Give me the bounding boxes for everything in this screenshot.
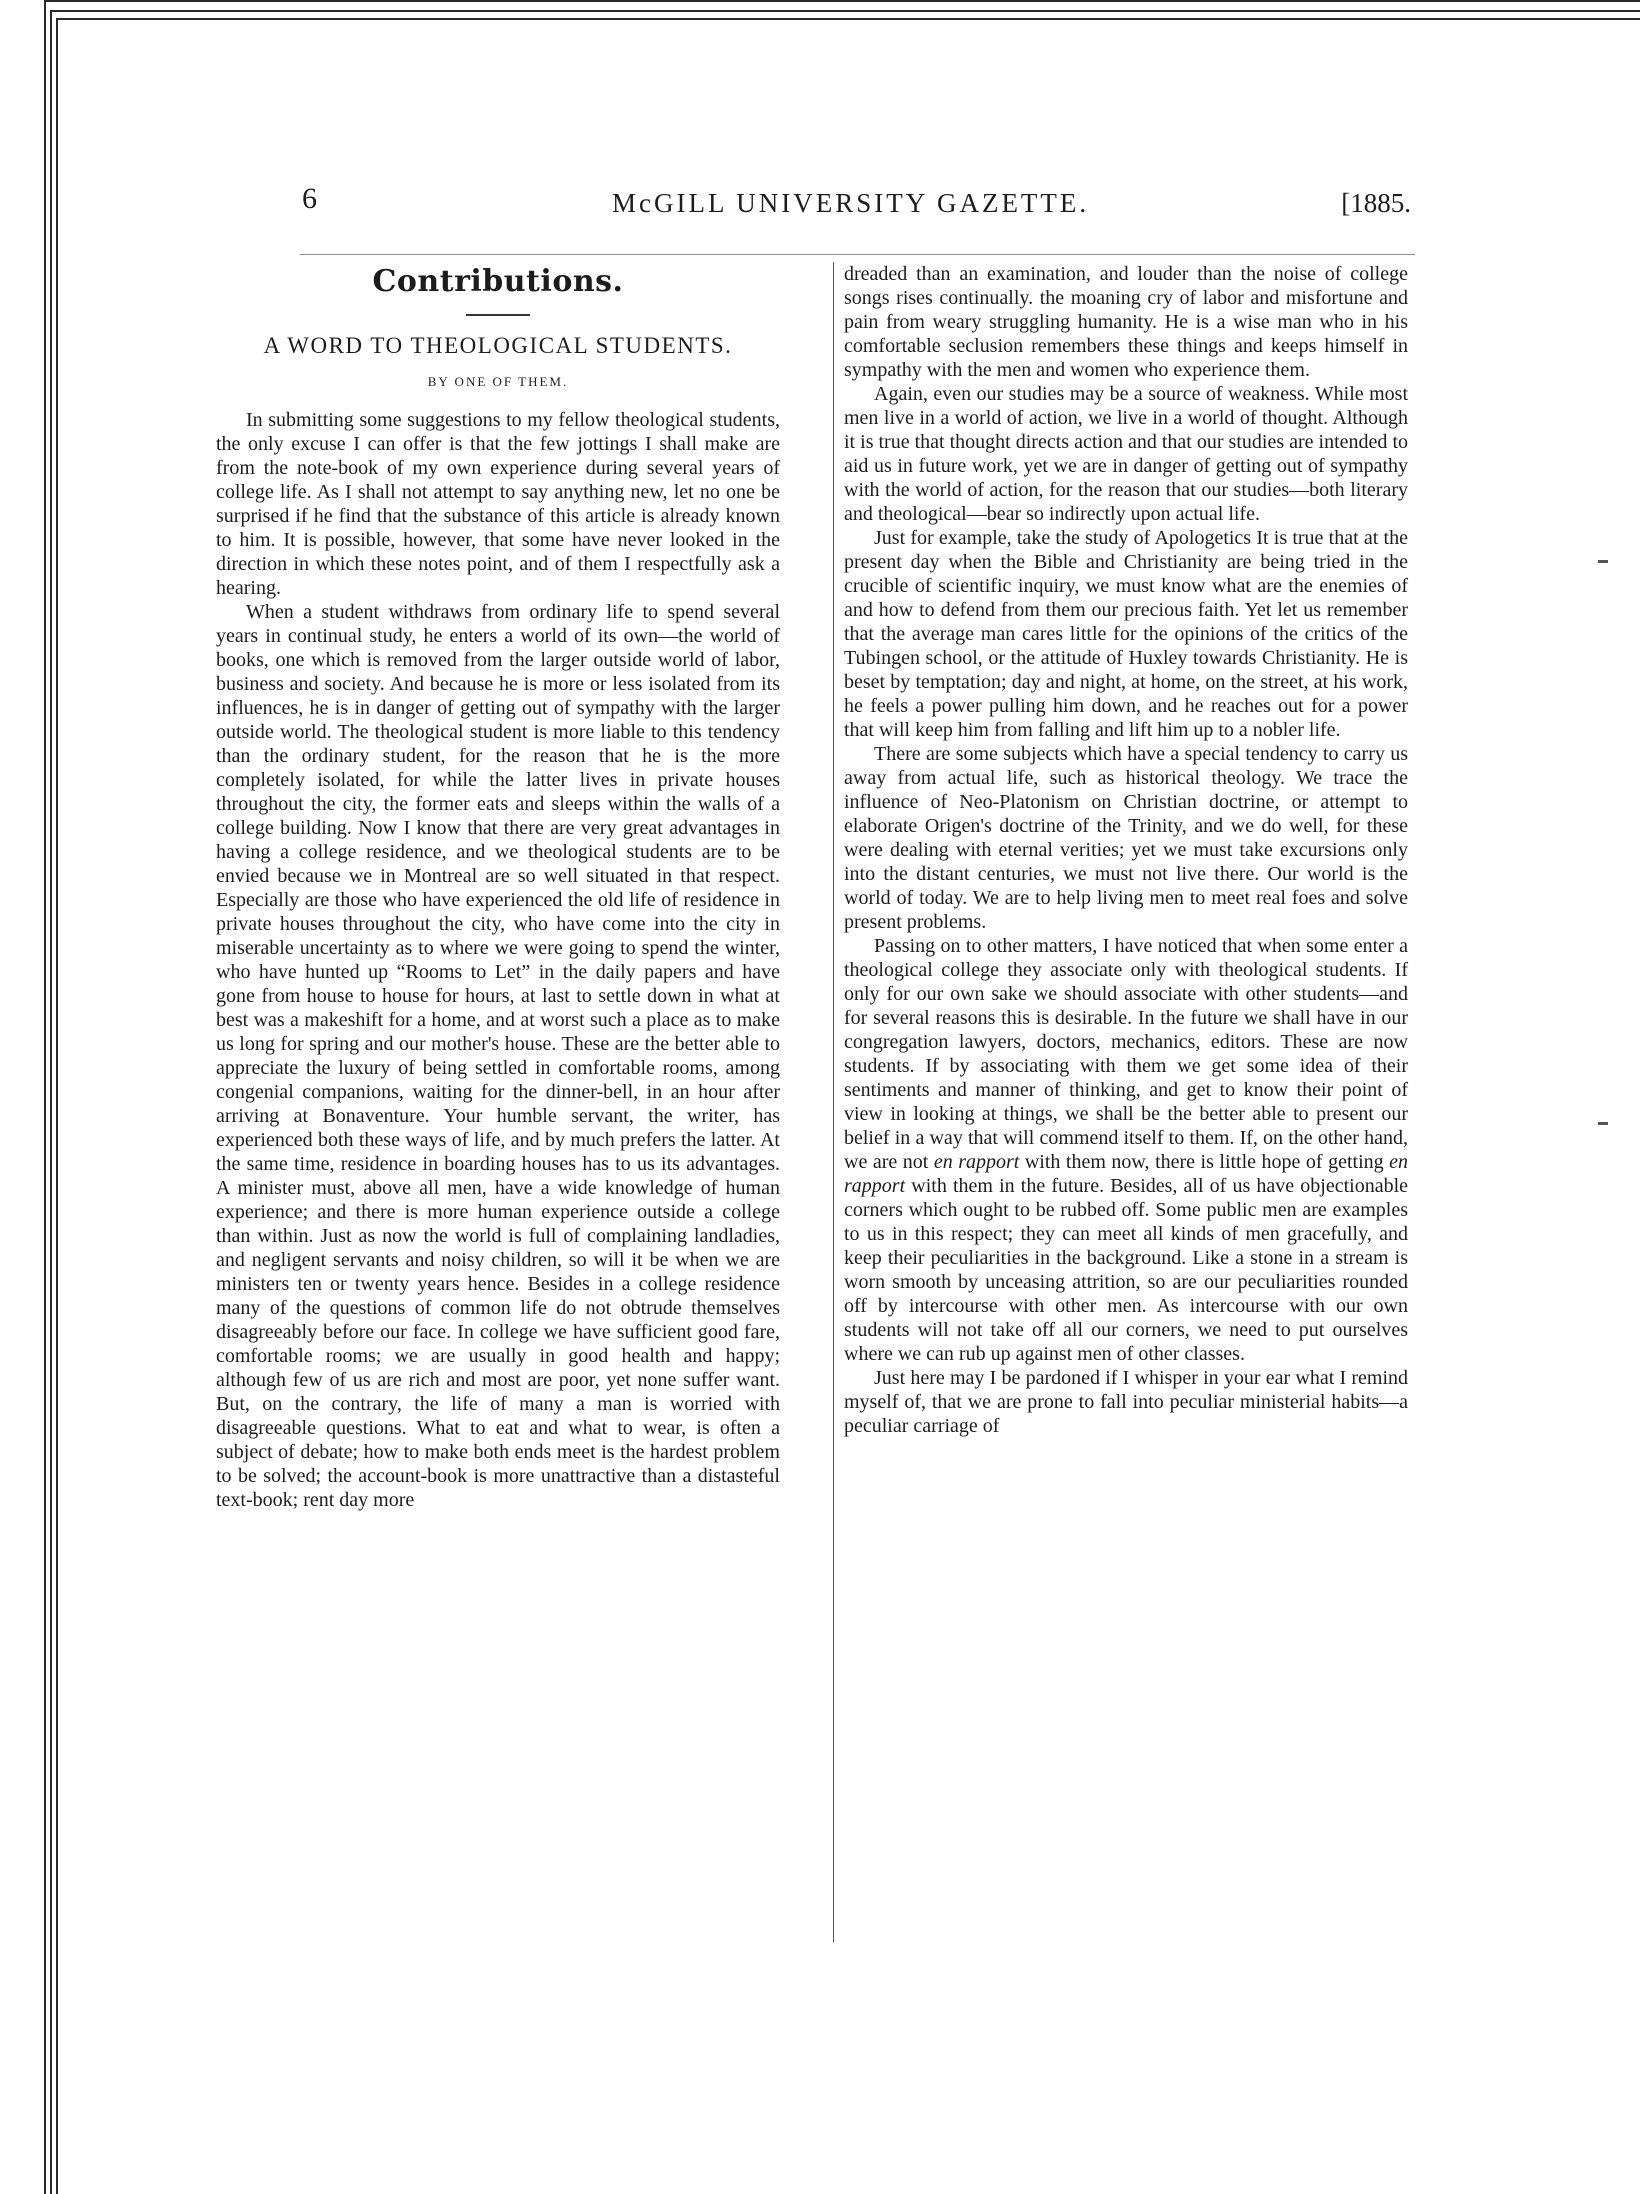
article-byline: BY ONE OF THEM. — [427, 374, 569, 389]
left-column — [216, 262, 780, 1512]
running-title: McGILL UNIVERSITY GAZETTE. — [612, 188, 1090, 218]
header-rule — [300, 254, 1415, 255]
section-rule — [466, 314, 530, 316]
paragraph: In submitting some suggestions to my fellow theological students, the only excuse I can offer is that the few jottings I shall make are from the note-book of my own experience during several years of college life. As I shall not attempt to say anything new, let no one be surprised if he find that the substance of this article is already known to him. It is possible, however, that some have never looked in the direction in which these notes point, and of them I respectfully ask a hearing. — [216, 409, 780, 599]
paragraph-text: with them now, there is little hope of getting — [1024, 1151, 1384, 1173]
paragraph: dreaded than an examination, and louder than the noise of college songs rises continually. the moaning cry of labor and misfortune and pain from weary struggling humanity. He is a wise man who in his comfortable seclusion remembers these things and keeps himself in sympathy with the men and women who experience them. — [844, 263, 1408, 381]
paragraph: Just for example, take the study of Apologetics It is true that at the present day when the Bible and Christianity are being tried in the crucible of scientific inquiry, we must know what are the enemies of and how to defend from them our precious faith. Yet let us remember that the average man cares little for the opinions of the critics of the Tubingen school, or the attitude of Huxley towards Christianity. He is beset by temptation; day and night, at home, on the street, at his work, he feels a power pulling him down, and he reaches out for a power that will keep him from falling and lift him up to a nobler life. — [844, 527, 1408, 741]
right-column — [844, 262, 1408, 1438]
paragraph — [844, 934, 1408, 1366]
italic-phrase: en rapport — [933, 1151, 1020, 1173]
paragraph: Again, even our studies may be a source of weakness. While most men live in a world of action, we live in a world of thought. Although it is true that thought directs action and that our studies are intended to aid us in future work, yet we are in danger of getting out of sympathy with the world of action, for the reason that our studies—both literary and theological—bear so indirectly upon actual life. — [844, 383, 1408, 525]
column-divider — [833, 262, 834, 1942]
scan-mark — [1598, 1122, 1608, 1125]
paragraph-text: Passing on to other matters, I have noticed that when some enter a theological college they associate only with theological students. If only for our own sake we should associate with other students—and for several reasons this is desirable. In the future we shall have in our congregation lawyers, doctors, mechanics, editors. These are now students. If by associating with them we get some idea of their sentiments and manner of thinking, and get to know their point of view in looking at things, we shall be the better able to present our belief in a way that will commend itself to them. If, on the other hand, we are not — [844, 935, 1408, 1173]
page-number: 6 — [302, 182, 317, 215]
section-title: Contributions. — [372, 264, 624, 299]
paragraph-text: with them in the future. Besides, all of us have objectionable corners which ought to be rubbed off. Some public men are examples to us in this respect; they can meet all kinds of men gracefully, and keep their peculiarities in the background. Like a stone in a stream is worn smooth by unceasing attrition, so are our peculiarities rounded off by intercourse with other men. As intercourse with our own students will not take off all our corners, we need to put ourselves where we can rub up against men of other classes. — [844, 1175, 1409, 1365]
italic-phrase: en rapport — [844, 1151, 1409, 1197]
scan-mark — [1598, 560, 1608, 563]
paragraph: Just here may I be pardoned if I whisper in your ear what I remind myself of, that we are prone to fall into peculiar ministerial habits—a peculiar carriage of — [844, 1367, 1408, 1437]
paragraph: When a student withdraws from ordinary life to spend several years in continual study, he enters a world of its own—the world of books, one which is removed from the larger outside world of labor, business and society. And because he is more or less isolated from its influences, he is in danger of getting out of sympathy with the larger outside world. The theological student is more liable to this tendency than the ordinary student, for the reason that he is the more completely isolated, for while the latter lives in private houses throughout the city, the former eats and sleeps within the walls of a college building. Now I know that there are very great advantages in having a college residence, and we theological students are to be envied because we in Montreal are so well situated in that respect. Especially are those who have experienced the old life of residence in private houses throughout the city, who have come into the city in miserable uncertainty as to where we were going to spend the winter, who have hunted up “Rooms to Let” in the daily papers and have gone from house to house for hours, at last to settle down in what at best was a makeshift for a home, and at worst such a place as to make us long for spring and our mother's house. These are the better able to appreciate the luxury of being settled in comfortable rooms, among congenial companions, waiting for the dinner-bell, in an hour after arriving at Bonaventure. Your humble servant, the writer, has experienced both these ways of life, and by much prefers the latter. At the same time, residence in boarding houses has to us its advantages. A minister must, above all men, have a wide knowledge of human experience; and there is more human experience outside a college than within. Just as now the world is full of complaining landladies, and negligent servants and noisy children, so will it be when we are ministers ten or twenty years hence. Besides in a college residence many of the questions of common life do not obtrude themselves disagreeably before our face. In college we have sufficient good fare, comfortable rooms; we are usually in good health and happy; although few of us are rich and most are poor, yet none suffer want. But, on the contrary, the life of many a man is worried with disagreeable questions. What to eat and what to wear, is often a subject of debate; how to make both ends meet is the hardest problem to be solved; the account-book is more unattractive than a distasteful text-book; rent day more — [216, 601, 780, 1511]
paragraph: There are some subjects which have a special tendency to carry us away from actual life, such as historical theology. We trace the influence of Neo-Platonism on Christian doctrine, or attempt to elaborate Origen's doctrine of the Trinity, and we do well, for these were dealing with eternal verities; yet we must take excursions only into the distant centuries, we must not live there. Our world is the world of today. We are to help living men to meet real foes and solve present problems. — [844, 743, 1408, 933]
article-title: A WORD TO THEOLOGICAL STUDENTS. — [263, 333, 733, 358]
page-header — [300, 182, 1415, 232]
issue-year: [1885. — [1341, 188, 1411, 218]
